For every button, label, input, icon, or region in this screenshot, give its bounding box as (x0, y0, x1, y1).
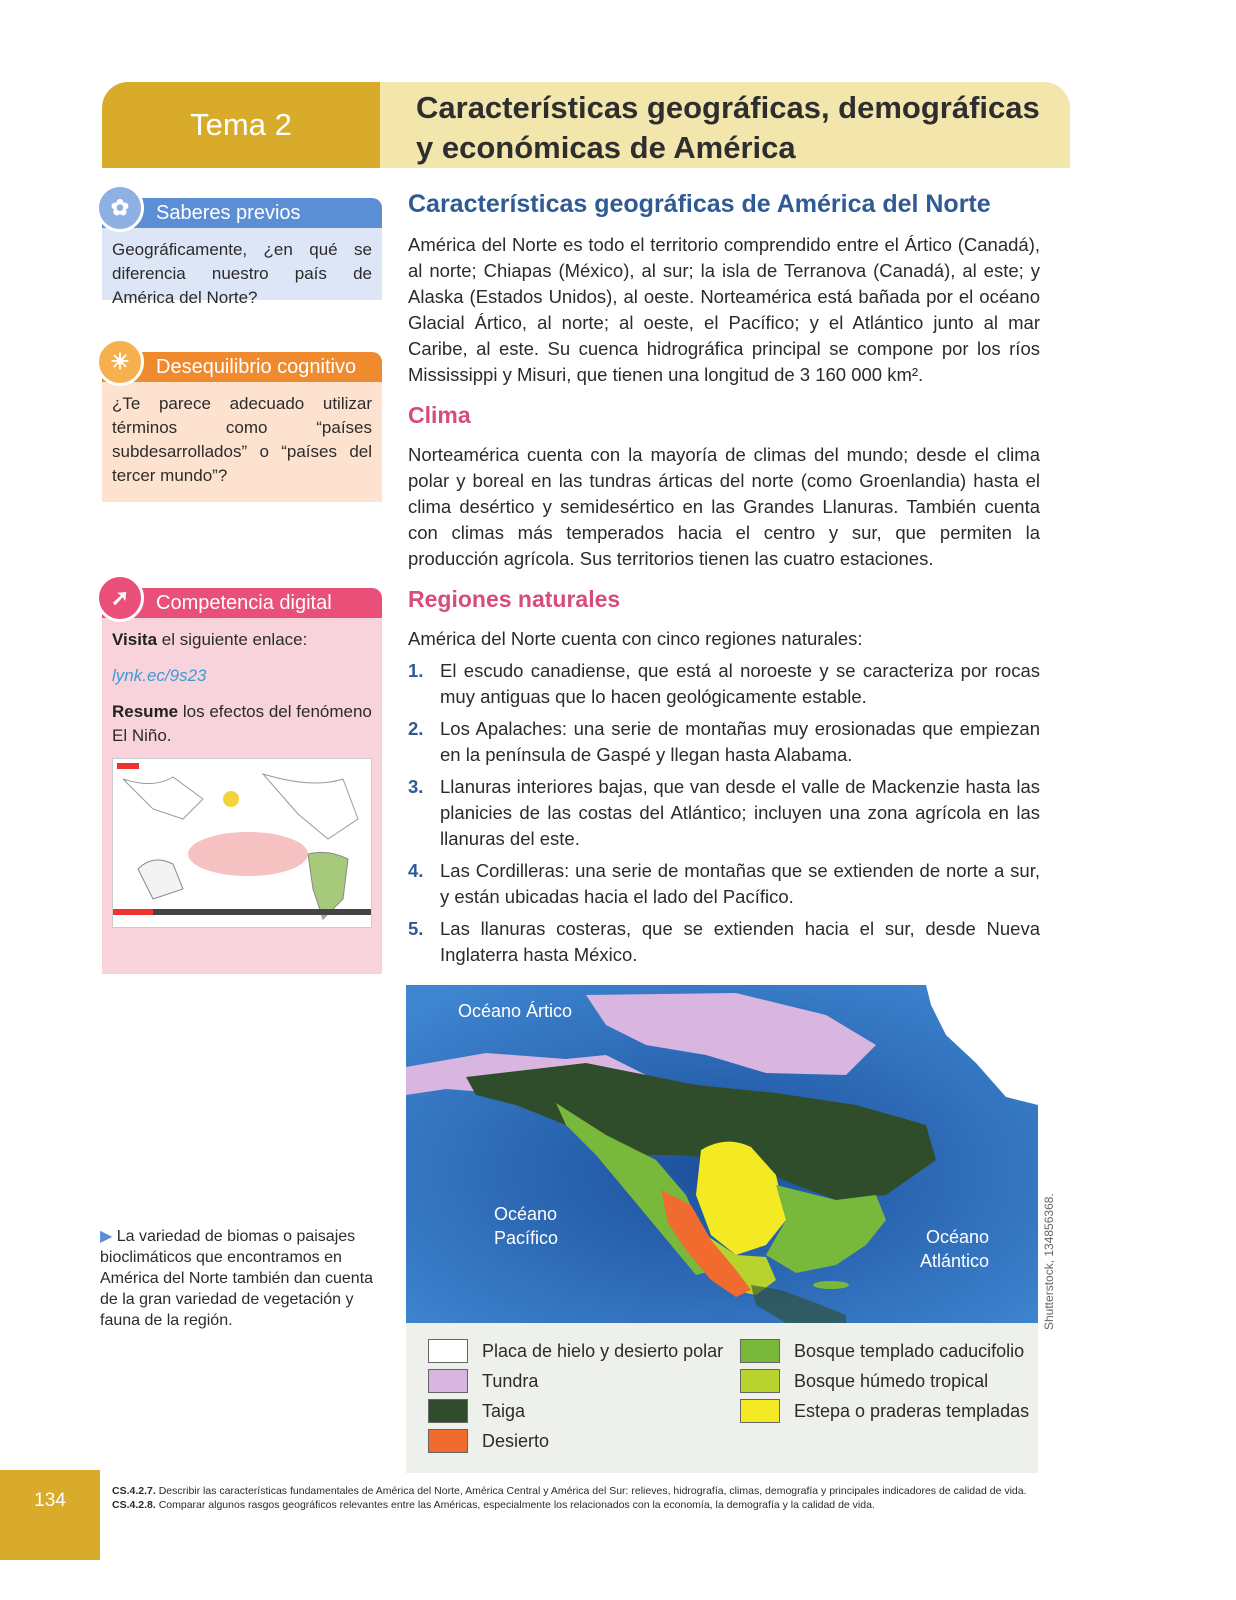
regiones-intro: América del Norte cuenta con cinco regiones naturales: (408, 628, 863, 649)
topic-tab (102, 82, 380, 168)
footer-note-text: Comparar algunos rasgos geográficos relevantes entre las Américas, especialmente los relacionados con la economía, la demografía y la calidad de vida. (155, 1499, 875, 1511)
map-caption-text: La variedad de biomas o paisajes bioclimáticos que encontramos en América del Norte también dan cuenta de la gran variedad de vegetación y fauna de la región. (100, 1228, 374, 1329)
photo-credit: Shutterstock, 134856368. (1042, 1193, 1056, 1330)
desequilibrio-cognitivo-title: Desequilibrio cognitivo (156, 356, 357, 378)
legend-item (740, 1369, 988, 1393)
list-text: El escudo canadiense, que está al noroeste y se caracteriza por rocas muy antiguas que lo hacen geológicamente estable. (440, 660, 1040, 707)
list-item (408, 716, 1040, 768)
legend-item (428, 1369, 538, 1393)
list-text: Los Apalaches: una serie de montañas muy erosionadas que empiezan en la península de Gaspé y llegan hasta Alabama. (440, 718, 1040, 765)
topic-label: Tema 2 (190, 107, 292, 142)
legend-label: Taiga (482, 1400, 526, 1421)
footer-note-code: CS.4.2.8. (112, 1499, 156, 1511)
desequilibrio-cognitivo-text: ¿Te parece adecuado utilizar términos como “países subdesarrollados” o “países del tercer mundo”? (102, 382, 382, 502)
clima-wrap (408, 442, 1040, 572)
list-number: 1. (408, 660, 424, 681)
competencia-digital-header (102, 585, 382, 618)
legend-item (740, 1399, 1029, 1423)
list-number: 5. (408, 918, 424, 939)
map-legend (406, 1323, 1038, 1473)
list-text: Las llanuras costeras, que se extienden hacia el sur, desde Nueva Inglaterra hasta México. (440, 918, 1040, 965)
caribbean-islands (813, 1281, 849, 1289)
legend-item (428, 1429, 549, 1453)
legend-swatch (740, 1399, 780, 1423)
list-item (408, 774, 1040, 852)
el-nino-map-image (113, 759, 371, 927)
visit-verb: Visita (112, 630, 158, 649)
legend-swatch (740, 1339, 780, 1363)
video-thumbnail[interactable] (112, 758, 372, 928)
page-title (416, 88, 1066, 168)
saberes-previos-text: Geográficamente, ¿en qué se diferencia nuestro país de América del Norte? (102, 228, 382, 300)
section-title: Características geográficas de América del Norte (408, 190, 991, 218)
lightbulb-icon: ☀ (96, 338, 144, 386)
legend-label: Bosque húmedo tropical (794, 1370, 989, 1391)
visit-rest: el siguiente enlace: (157, 630, 308, 649)
list-item (408, 916, 1040, 968)
resume-verb: Resume (112, 702, 179, 721)
footer-note-code: CS.4.2.7. (112, 1485, 156, 1497)
competencia-digital-box (102, 585, 382, 974)
footer-note-text: Describir las características fundamentales de América del Norte, América Central y América del Sur: relieves, hidrografía, climas, demografía y principales indicadores de calidad de vida. (155, 1485, 1027, 1497)
regiones-title-wrap (408, 586, 1040, 613)
list-number: 4. (408, 860, 424, 881)
clima-title-wrap (408, 402, 1040, 429)
legend-swatch (428, 1429, 468, 1453)
regiones-title: Regiones naturales (408, 586, 621, 612)
page-title-line2: y económicas de América (416, 130, 796, 165)
list-text: Las Cordilleras: una serie de montañas que se extienden de norte a sur, y están ubicadas hacia el lado del Pacífico. (440, 860, 1040, 907)
label-oceano-artico: Océano Ártico (458, 1001, 573, 1021)
competencia-digital-body (102, 618, 382, 974)
saberes-previos-title: Saberes previos (156, 202, 301, 224)
page-title-line1: Características geográficas, demográficas (416, 90, 1040, 125)
resume-rest: los efectos del fenómeno El Niño. (112, 702, 372, 745)
competencia-digital-title: Competencia digital (156, 592, 332, 614)
legend-swatch (428, 1369, 468, 1393)
list-number: 3. (408, 776, 424, 797)
legend-label: Bosque templado caducifolio (794, 1340, 1025, 1361)
visit-instruction (112, 628, 372, 652)
list-text: Llanuras interiores bajas, que van desde el valle de Mackenzie hasta las planicies de las costas del Atlántico; incluyen una zona agrícola en las llanuras del este. (440, 776, 1040, 849)
label-oceano-atlantico-2: Atlántico (920, 1251, 990, 1271)
resume-instruction (112, 700, 372, 748)
list-number: 2. (408, 718, 424, 739)
legend-label: Tundra (482, 1370, 539, 1391)
legend-label: Estepa o praderas templadas (794, 1400, 1030, 1421)
cursor-icon: ➚ (96, 574, 144, 622)
list-item (408, 658, 1040, 710)
brain-icon: ✿ (96, 184, 144, 232)
section-title-wrap (408, 190, 1040, 219)
footer-note (112, 1484, 1042, 1498)
digital-link[interactable]: lynk.ec/9s23 (112, 666, 207, 685)
legend-label: Placa de hielo y desierto polar (482, 1340, 724, 1361)
biomes-map-svg (406, 985, 1038, 1323)
footer-note (112, 1498, 1042, 1512)
label-oceano-pacifico-1: Océano (494, 1204, 558, 1224)
legend-swatch (740, 1369, 780, 1393)
intro-wrap (408, 232, 1040, 388)
footer-notes (112, 1484, 1042, 1512)
legend-swatch (428, 1339, 468, 1363)
clima-paragraph: Norteamérica cuenta con la mayoría de climas del mundo; desde el clima polar y boreal en las tundras árticas del norte (como Groenlandia) hasta el clima desértico y semidesértico en las Grandes Llanuras. También cuenta con climas más temperados hacia el centro y sur, que permiten la producción agrícola. Sus territorios tienen las cuatro estaciones. (408, 444, 1040, 569)
page-number-tab (0, 1470, 100, 1560)
legend-label: Desierto (482, 1430, 550, 1451)
legend-item (740, 1339, 1024, 1363)
regiones-intro-wrap (408, 626, 1040, 652)
list-item (408, 858, 1040, 910)
legend-swatch (428, 1399, 468, 1423)
label-oceano-pacifico-2: Pacífico (494, 1228, 559, 1248)
clima-title: Clima (408, 402, 471, 428)
desequilibrio-cognitivo-header (102, 349, 382, 382)
biomes-map (406, 985, 1038, 1323)
map-caption (100, 1226, 382, 1331)
intro-paragraph: América del Norte es todo el territorio comprendido entre el Ártico (Canadá), al norte; Chiapas (México), al sur; la isla de Terranova (Canadá), al este; y Alaska (Estados Unidos), al oeste. Norteamérica está bañada por el océano Glacial Ártico, al norte; al oeste, el Pacífico; y el Atlántico junto al mar Caribe, al este. Su cuenca hidrográfica principal se compone por los ríos Mississippi y Misuri, que tienen una longitud de 3 160 000 km². (408, 234, 1040, 385)
saberes-previos-header (102, 195, 382, 228)
label-oceano-atlantico-1: Océano (926, 1227, 990, 1247)
legend-item (428, 1339, 723, 1363)
desequilibrio-cognitivo-box (102, 349, 382, 502)
saberes-previos-box (102, 195, 382, 307)
legend-item (428, 1399, 525, 1423)
triangle-bullet-icon: ▶ (100, 1228, 113, 1245)
page-number: 134 (34, 1490, 66, 1511)
